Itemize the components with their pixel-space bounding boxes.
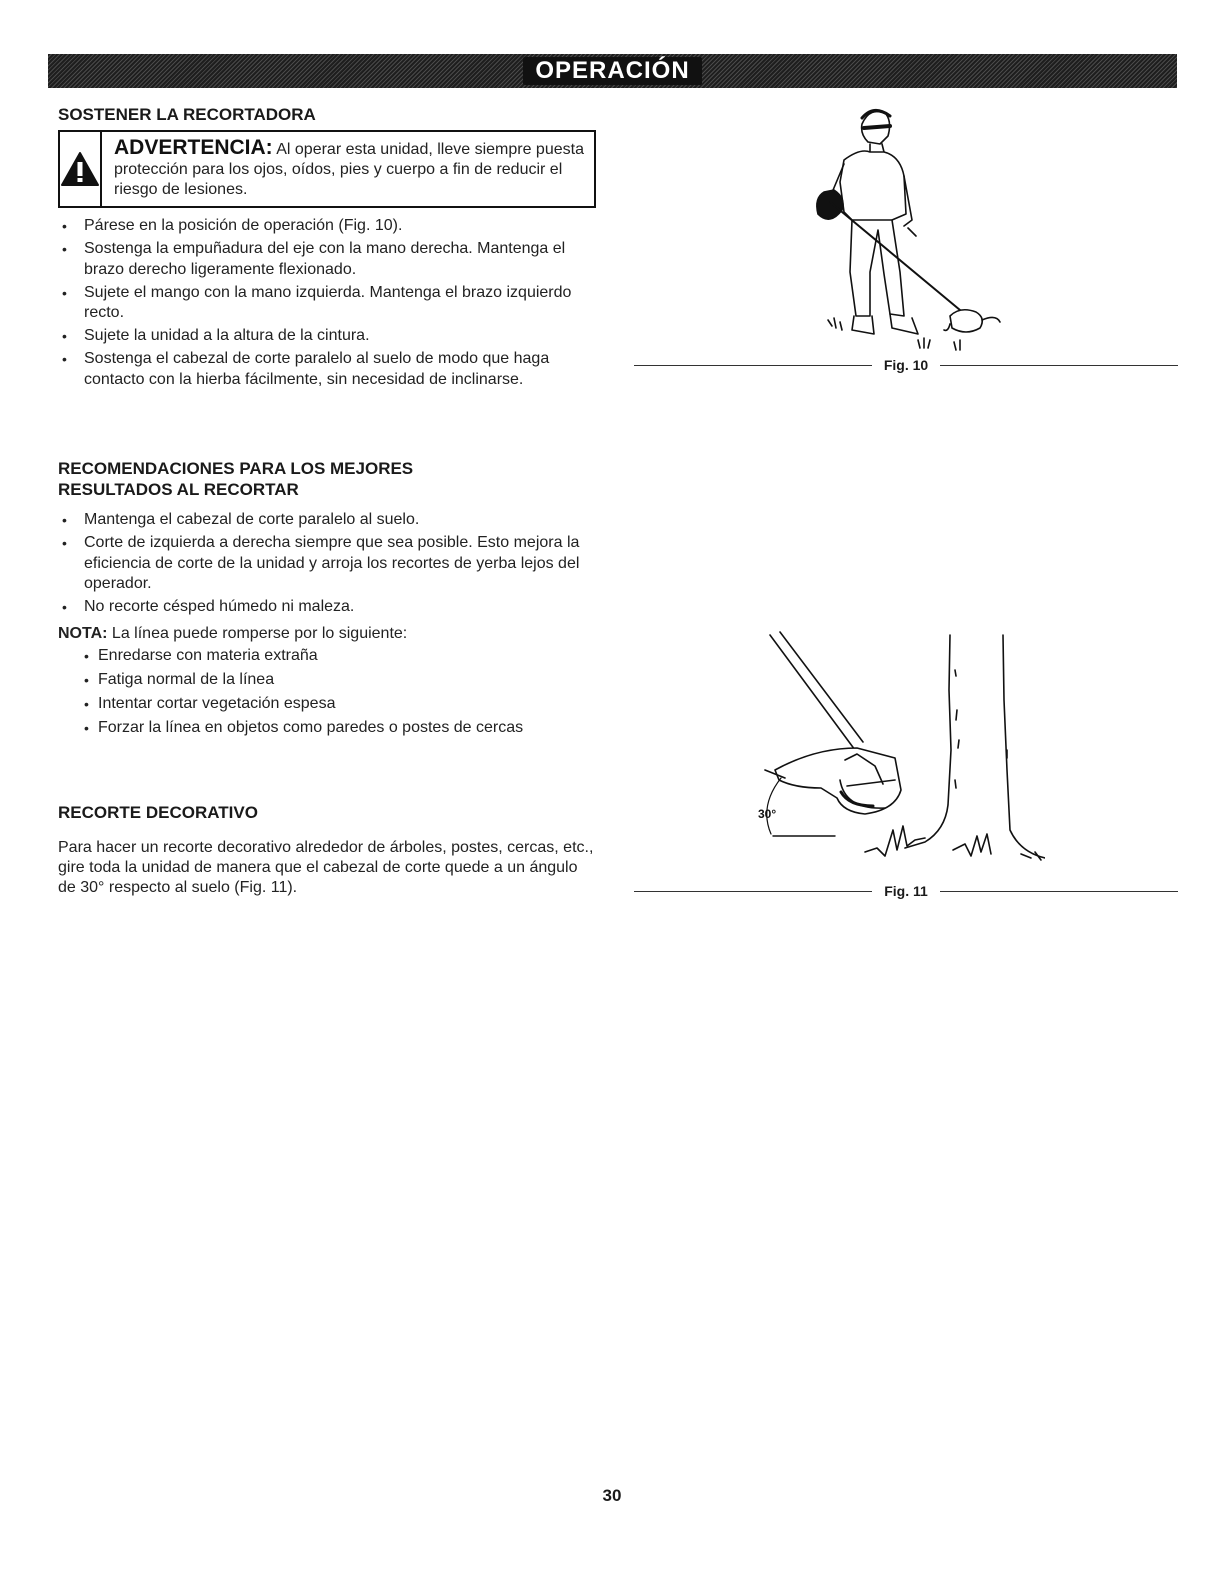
fig10-caption: Fig. 10 <box>883 357 929 373</box>
list-item: • Sostenga la empuñadura del eje con la mano derecha. Mantenga el brazo derecho ligeramente flexionado. <box>58 239 598 280</box>
warning-label: ADVERTENCIA: <box>114 136 273 159</box>
fig11-caption: Fig. 11 <box>884 883 928 899</box>
list-item: • Sostenga el cabezal de corte paralelo al suelo de modo que haga contacto con la hierba fácilmente, sin necesidad de inclinarse. <box>58 349 598 390</box>
list-item: • No recorte césped húmedo ni maleza. <box>58 597 603 618</box>
warning-text-block <box>102 132 594 206</box>
heading-recomendaciones <box>58 458 413 500</box>
list-item: • Fatiga normal de la línea <box>84 668 604 692</box>
angle-label: 30° <box>758 807 777 821</box>
fig10-caption-row <box>634 355 1178 375</box>
heading-line: RECOMENDACIONES PARA LOS MEJORES <box>58 459 414 478</box>
note-line <box>58 624 603 644</box>
list-item: • Intentar cortar vegetación espesa <box>84 692 604 716</box>
fig11-caption-row <box>634 881 1178 901</box>
tips-list <box>58 510 603 620</box>
caption-rule-left <box>634 891 872 892</box>
caption-rule-right <box>940 365 1178 366</box>
warning-icon <box>60 132 102 206</box>
list-item: • Sujete la unidad a la altura de la cintura. <box>58 326 598 347</box>
list-item: • Corte de izquierda a derecha siempre que sea posible. Esto mejora la eficiencia de corte de la unidad y arroja los recortes de yerba lejos del operador. <box>58 533 603 595</box>
warning-box <box>58 130 596 208</box>
caption-rule-left <box>634 365 872 366</box>
heading-line: RESULTADOS AL RECORTAR <box>58 480 299 499</box>
warning-body: Al operar esta unidad, lleve siempre puesta protección para los ojos, oídos, pies y cuerpo a fin de reducir el riesgo de lesiones. <box>114 141 584 198</box>
decorative-text: Para hacer un recorte decorativo alrededor de árboles, postes, cercas, etc., gire toda la unidad de manera que el cabezal de corte quede a un ángulo de 30° respecto al suelo (Fig. 11). <box>58 839 594 896</box>
list-item: • Párese en la posición de operación (Fig. 10). <box>58 216 598 237</box>
operator-trimmer-illustration <box>800 102 1010 357</box>
tree-trimming-illustration <box>745 630 1045 870</box>
heading-recorte-decorativo: RECORTE DECORATIVO <box>58 803 258 822</box>
note-list <box>84 644 604 740</box>
list-item: • Enredarse con materia extraña <box>84 644 604 668</box>
caption-rule-right <box>940 891 1178 892</box>
section-banner <box>48 54 1177 88</box>
list-item: • Sujete el mango con la mano izquierda. Mantenga el brazo izquierdo recto. <box>58 283 598 324</box>
note-text: La línea puede romperse por lo siguiente: <box>111 625 408 642</box>
heading-sostener: SOSTENER LA RECORTADORA <box>58 105 316 124</box>
holding-list <box>58 216 598 393</box>
note-label: NOTA: <box>58 625 108 642</box>
page-number: 30 <box>602 1486 622 1505</box>
list-item: • Forzar la línea en objetos como paredes o postes de cercas <box>84 716 604 740</box>
list-item: • Mantenga el cabezal de corte paralelo al suelo. <box>58 510 603 531</box>
banner-title: OPERACIÓN <box>523 57 701 85</box>
